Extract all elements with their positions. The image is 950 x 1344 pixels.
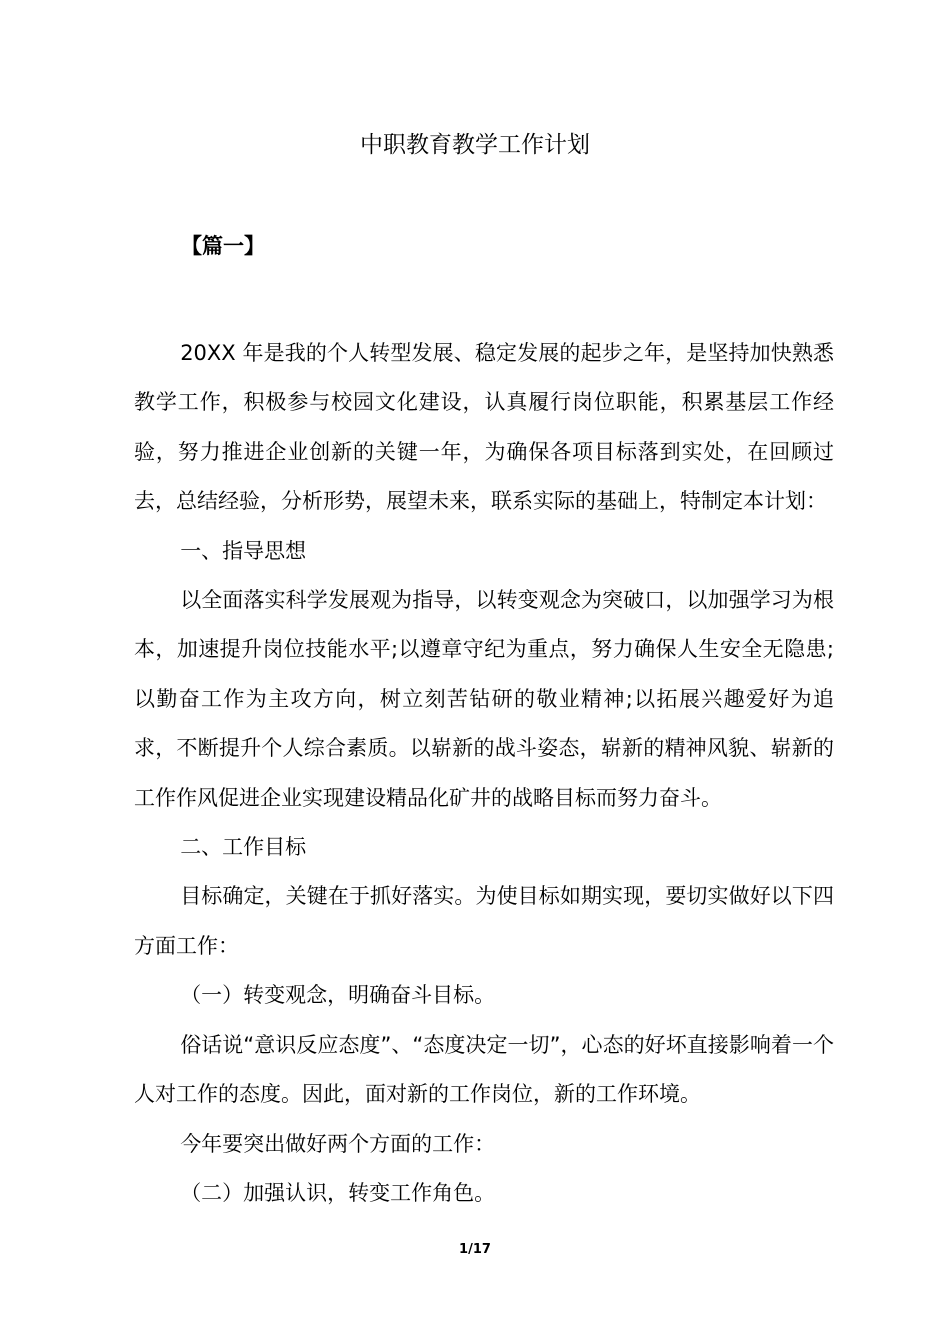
document-body (134, 329, 834, 1218)
page-number: 1/17 (459, 1242, 491, 1257)
heading-work-goals: 二、工作目标 (180, 835, 307, 860)
intro-paragraph: 20XX 年是我的个人转型发展、稳定发展的起步之年，是坚持加快熟悉教学工作，积极参与校园文化建设，认真履行岗位职能，积累基层工作经验，努力推进企业创新的关键一年，为确保各项目标落到实处，在回顾过去，总结经验，分析形势，展望未来，联系实际的基础上，特制定本计划： (134, 341, 834, 514)
subheading-change-mindset: （一）转变观念，明确奋斗目标。 (180, 983, 496, 1008)
mindset-paragraph: 俗话说“意识反应态度”、“态度决定一切”，心态的好坏直接影响着一个人对工作的态度。因此，面对新的工作岗位，新的工作环境。 (134, 1032, 834, 1107)
two-aspects-paragraph: 今年要突出做好两个方面的工作： (180, 1131, 496, 1156)
subheading-strengthen-awareness: （二）加强认识，转变工作角色。 (180, 1180, 496, 1205)
document-title: 中职教育教学工作计划 (360, 132, 590, 158)
section-heading: 【篇一】 (181, 234, 265, 258)
heading-guiding-thought: 一、指导思想 (180, 538, 307, 563)
work-goals-paragraph: 目标确定，关键在于抓好落实。为使目标如期实现，要切实做好以下四方面工作： (134, 884, 834, 958)
guiding-thought-paragraph: 以全面落实科学发展观为指导，以转变观念为突破口，以加强学习为根本，加速提升岗位技能水平;以遵章守纪为重点，努力确保人生安全无隐患;以勤奋工作为主攻方向，树立刻苦钻研的敬业精神;以拓展兴趣爱好为追求，不断提升个人综合素质。以崭新的战斗姿态，崭新的精神风貌、崭新的工作作风促进企业实现建设精品化矿井的战略目标而努力奋斗。 (134, 588, 834, 810)
